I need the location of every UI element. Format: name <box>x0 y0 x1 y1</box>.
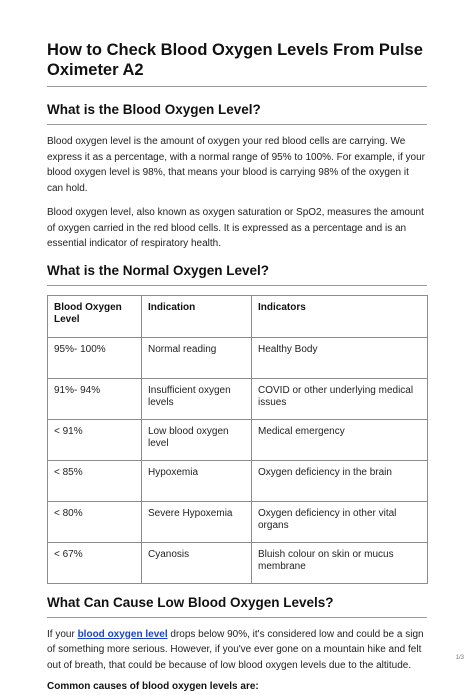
section-heading-low-oxygen-causes: What Can Cause Low Blood Oxygen Levels? <box>47 594 427 618</box>
table-row <box>48 337 428 378</box>
table-row <box>48 501 428 542</box>
table-cell: < 80% <box>48 501 142 542</box>
table-cell: Severe Hypoxemia <box>142 501 252 542</box>
table-header-cell: Blood Oxygen Level <box>48 295 142 337</box>
section1-paragraph-1: Blood oxygen level is the amount of oxygen your red blood cells are carrying. We express it as a percentage, with a normal range of 95% to 100%. For example, if your blood oxygen level is 98%, that means your blood is carrying 98% of the oxygen it can hold. <box>47 136 425 194</box>
table-cell: Oxygen deficiency in other vital organs <box>252 501 428 542</box>
oxygen-level-table <box>47 295 428 584</box>
page-number: 1/3 <box>455 655 464 661</box>
table-cell: 91%- 94% <box>48 378 142 419</box>
table-cell: Cyanosis <box>142 542 252 583</box>
section1-paragraph-2: Blood oxygen level, also known as oxygen saturation or SpO2, measures the amount of oxygen carried in the red blood cells. It is expressed as a percentage and is an essential indicator of respiratory health. <box>47 207 424 249</box>
table-cell: Medical emergency <box>252 419 428 460</box>
section3-paragraph <box>47 627 427 674</box>
table-cell: 95%- 100% <box>48 337 142 378</box>
table-cell: < 67% <box>48 542 142 583</box>
blood-oxygen-level-link[interactable]: blood oxygen level <box>77 628 168 640</box>
table-row <box>48 460 428 501</box>
table-cell: < 85% <box>48 460 142 501</box>
table-cell: < 91% <box>48 419 142 460</box>
table-header-cell: Indicators <box>252 295 428 337</box>
table-row <box>48 378 428 419</box>
table-header-cell: Indication <box>142 295 252 337</box>
section-heading-normal-oxygen-level: What is the Normal Oxygen Level? <box>47 262 427 286</box>
table-cell: Insufficient oxygen levels <box>142 378 252 419</box>
table-cell: Oxygen deficiency in the brain <box>252 460 428 501</box>
table-cell: Normal reading <box>142 337 252 378</box>
document-page <box>47 40 427 695</box>
section-heading-blood-oxygen-level: What is the Blood Oxygen Level? <box>47 101 427 125</box>
table-cell: Bluish colour on skin or mucus membrane <box>252 542 428 583</box>
paragraph-text: drops below 90%, it's considered low and could be a sign of something more serious. However, if you've ever gone on a mountain hike and felt out of breath, that could be because of low blood oxygen levels due to the altitude. <box>47 628 424 671</box>
common-causes-label: Common causes of blood oxygen levels are: <box>47 681 259 692</box>
table-row <box>48 542 428 583</box>
page-title: How to Check Blood Oxygen Levels From Pulse Oximeter A2 <box>47 40 427 87</box>
table-cell: Low blood oxygen level <box>142 419 252 460</box>
table-header-row <box>48 295 428 337</box>
table-cell: COVID or other underlying medical issues <box>252 378 428 419</box>
table-cell: Hypoxemia <box>142 460 252 501</box>
paragraph-text: If your <box>47 628 78 640</box>
table-cell: Healthy Body <box>252 337 428 378</box>
table-row <box>48 419 428 460</box>
